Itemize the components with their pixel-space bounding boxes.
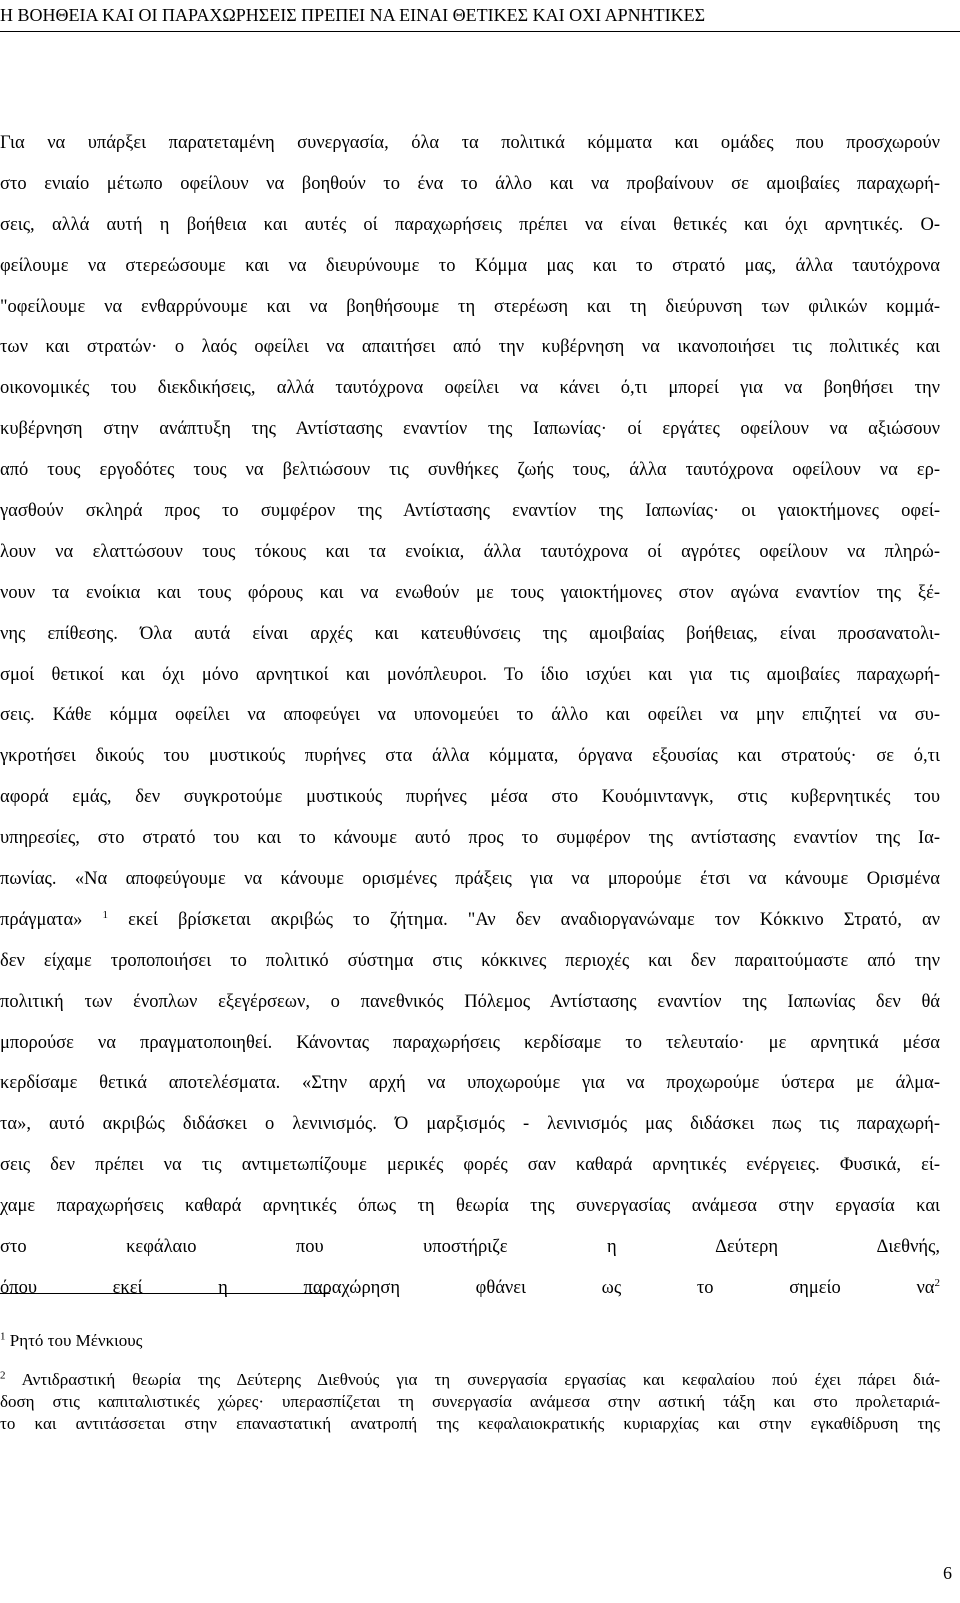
body-line: κυβέρνηση στην ανάπτυξη της Αντίστασης εναντίον της Ιαπωνίας· οί εργάτες οφείλουν να αξιώσουν xyxy=(0,419,940,440)
body-line: λουν να ελαττώσουν τους τόκους και τα ενοίκια, άλλα ταυτόχρονα οί αγρότες οφείλουν να πληρώ- xyxy=(0,541,940,562)
body-line: σμοί θετικοί και όχι μόνο αρνητικοί και μονόπλευροι. Το ίδιο ισχύει και για τις αμοιβαίες παραχωρή- xyxy=(0,664,940,685)
body-line: νης επίθεσης. Όλα αυτά είναι αρχές και κατευθύνσεις της αμοιβαίας βοήθειας, είναι προσανατολι- xyxy=(0,623,940,644)
footnote-number: 2 xyxy=(0,1369,6,1382)
body-line: Για να υπάρξει παρατεταμένη συνεργασία, όλα τα πολιτικά κόμματα και ομάδες που προσχωρούν xyxy=(0,133,940,153)
body-line: φείλουμε να στερεώσουμε και να διευρύνουμε το Κόμμα μας και το στρατό μας, άλλα ταυτόχρονα xyxy=(0,255,940,276)
body-line: χαμε παραχωρήσεις καθαρά αρνητικές όπως τη θεωρία της συνεργασίας ανάμεσα στην εργασία και xyxy=(0,1196,940,1217)
footnote-text: Αντιδραστική θεωρία της Δεύτερης Διεθνούς για τη συνεργασία εργασίας και κεφαλαίου πού έχει πάρει διά- xyxy=(21,1370,940,1389)
footnote-line: δοση στις καπιταλιστικές χώρες· υπερασπίζεται τη συνεργασία ανάμεσα στην αστική τάξη και στο προλεταριά- xyxy=(0,1392,940,1411)
footnote-number: 1 xyxy=(0,1330,6,1343)
body-line: "οφείλουμε να ενθαρρύνουμε και να βοηθήσουμε τη στερέωση και τη διεύρυνση των φιλικών κομμά- xyxy=(0,296,940,317)
body-line xyxy=(0,1268,940,1309)
footnote-ref-1[interactable]: 1 xyxy=(102,908,108,921)
footnote-2 xyxy=(0,1369,940,1435)
body-line: κερδίσαμε θετικά αποτελέσματα. «Στην αρχή να υποχωρούμε για να προχωρούμε ύστερα με άλμα- xyxy=(0,1073,940,1094)
body-text-run: πράγματα» xyxy=(0,909,83,930)
footnote-line xyxy=(0,1369,940,1391)
body-line: πολιτική των ένοπλων εξεγέρσεων, ο πανεθνικός Πόλεμος Αντίστασης εναντίον της Ιαπωνίας δεν θά xyxy=(0,991,940,1012)
body-line: των και στρατών· ο λαός οφείλει να απαιτήσει από την κυβέρνηση να ικανοποιήσει τις πολιτικές και xyxy=(0,337,940,358)
body-line: από τους εργοδότες τους να βελτιώσουν τις συνθήκες ζωής τους, άλλα ταυτόχρονα οφείλουν να ερ- xyxy=(0,460,940,481)
body-text xyxy=(0,123,940,1309)
body-line: μπορούσε να πραγματοποιηθεί. Κάνοντας παραχωρήσεις κερδίσαμε το τελευταίο· με αρνητικά μέσα xyxy=(0,1032,940,1053)
page-number: 6 xyxy=(943,1563,952,1583)
footnotes xyxy=(0,1330,940,1435)
header-rule xyxy=(0,31,960,32)
body-text-run: εκεί βρίσκεται ακριβώς το ζήτημα. "Αν δεν αναδιοργανώναμε τον Κόκκινο Στρατό, αν xyxy=(128,909,940,930)
body-text-run: όπου εκεί η παραχώρηση φθάνει ως το σημείο να xyxy=(0,1277,935,1298)
body-line xyxy=(0,900,940,941)
body-line: τα», αυτό ακριβώς διδάσκει ο λενινισμός. Ό μαρξισμός - λενινισμός μας διδάσκει πως τις παραχωρή- xyxy=(0,1114,940,1135)
body-line: οικονομικές του διεκδικήσεις, αλλά ταυτόχρονα οφείλει να κάνει ό,τι μπορεί για να βοηθήσει την xyxy=(0,378,940,399)
body-line: υπηρεσίες, στο στρατό του και το κάνουμε αυτό προς το συμφέρον της αντίστασης εναντίον της Ια- xyxy=(0,828,940,849)
body-line: γασθούν σκληρά προς το συμφέρον της Αντίστασης εναντίον της Ιαπωνίας· οι γαιοκτήμονες οφεί- xyxy=(0,501,940,522)
footnote-line: το και αντιτάσσεται στην επαναστατική ανατροπή της κεφαλαιοκρατικής κυριαρχίας και στην εγκαθίδρυση της xyxy=(0,1414,940,1433)
body-line: στο ενιαίο μέτωπο οφείλουν να βοηθούν το ένα το άλλο και να προβαίνουν σε αμοιβαίες παραχωρή- xyxy=(0,173,940,194)
body-line: σεις, αλλά αυτή η βοήθεια και αυτές οί παραχωρήσεις πρέπει να είναι θετικές και όχι αρνητικές. Ο- xyxy=(0,214,940,235)
running-header: Η ΒΟΗΘΕΙΑ ΚΑΙ ΟΙ ΠΑΡΑΧΩΡΗΣΕΙΣ ΠΡΕΠΕΙ ΝΑ ΕΙΝΑΙ ΘΕΤΙΚΕΣ ΚΑΙ ΟΧΙ ΑΡΝΗΤΙΚΕΣ xyxy=(0,5,706,25)
footnote-ref-2[interactable]: 2 xyxy=(934,1276,940,1289)
footnote-1 xyxy=(0,1330,940,1352)
body-line: αφορά εμάς, δεν συγκροτούμε μυστικούς πυρήνες μέσα στο Κουόμιντανγκ, στις κυβερνητικές του xyxy=(0,787,940,808)
body-line: σεις. Κάθε κόμμα οφείλει να αποφεύγει να υπονομεύει το άλλο και οφείλει να μην επιζητεί να συ- xyxy=(0,705,940,726)
body-line: δεν είχαμε τροποποιήσει το πολιτικό σύστημα στις κόκκινες περιοχές και δεν παραιτούμαστε από την xyxy=(0,950,940,971)
body-line: πωνίας. «Να αποφεύγουμε να κάνουμε ορισμένες πράξεις για να μπορούμε έτσι να κάνουμε Ορισμένα xyxy=(0,869,940,890)
body-line: σεις δεν πρέπει να τις αντιμετωπίζουμε μερικές φορές σαν καθαρά αρνητικές ενέργειες. Φυσικά, εί- xyxy=(0,1155,940,1176)
footnote-text: Ρητό του Μένκιους xyxy=(9,1331,143,1350)
body-line: στο κεφάλαιο που υποστήριζε η Δεύτερη Διεθνής, xyxy=(0,1237,940,1258)
body-line: νουν τα ενοίκια και τους φόρους και να ενωθούν με τους γαιοκτήμονες στον αγώνα εναντίον της ξέ- xyxy=(0,582,940,603)
body-line: γκροτήσει δικούς του μυστικούς πυρήνες στα άλλα κόμματα, όργανα εξουσίας και στρατούς· σε ό,τι xyxy=(0,746,940,767)
footnote-separator xyxy=(0,1293,330,1294)
